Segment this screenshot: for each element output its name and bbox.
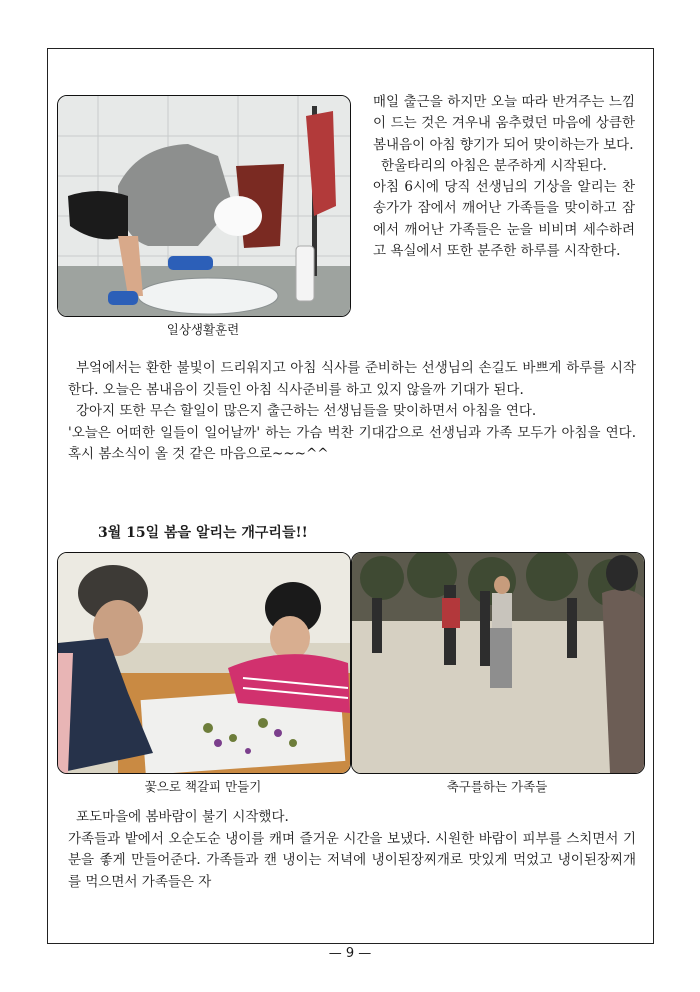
side-article-text — [373, 92, 635, 262]
paragraph: '오늘은 어떠한 일들이 일어날까' 하는 가슴 벅찬 기대감으로 선생님과 가족 모두가 아침을 연다. 혹시 봄소식이 올 것 같은 마음으로~~~^^ — [68, 424, 636, 462]
paragraph: 아침 6시에 당직 선생님의 기상을 알리는 찬송가가 잠에서 깨어난 가족들을 맞이하고 잠에서 깨어난 가족들은 눈을 비비며 세수하려고 욕실에서 또한 분주한 하루를 시작한다. — [373, 179, 635, 260]
paragraph: 한울타리의 아침은 분주하게 시작된다. — [381, 157, 607, 174]
photo-caption: 일상생활훈련 — [166, 322, 240, 337]
paragraph: 포도마을에 봄바람이 불기 시작했다. — [76, 809, 289, 825]
section-heading: 3월 15일 봄을 알리는 개구리들!! — [98, 525, 308, 541]
paragraph: 부엌에서는 환한 불빛이 드리워지고 아침 식사를 준비하는 선생님의 손길도 바쁘게 하루를 시작한다. 오늘은 봄내음이 깃들인 아침 식사준비를 하고 있지 않을까 기대가 된다. — [68, 360, 636, 398]
photo-caption: 축구를하는 가족들 — [446, 779, 548, 794]
page-number: — 9 — — [328, 946, 372, 961]
paragraph: 강아지 또한 무슨 할일이 많은지 출근하는 선생님들을 맞이하면서 아침을 연다. — [76, 403, 537, 419]
photo-caption: 꽃으로 책갈피 만들기 — [144, 779, 262, 794]
article-body-text — [68, 358, 636, 466]
article-bottom-text — [68, 807, 636, 893]
paragraph: 가족들과 밭에서 오순도순 냉이를 캐며 즐거운 시간을 보냈다. 시원한 바람이 피부를 스치면서 기분을 좋게 만들어준다. 가족들과 캔 냉이는 저녁에 냉이된장찌개로 맛있게 먹었고 냉이된장찌개를 먹으면서 가족들은 자 — [68, 830, 636, 890]
photo-soccer-families — [351, 552, 645, 774]
paragraph: 매일 출근을 하지만 오늘 따라 반겨주는 느낌이 드는 것은 겨우내 움추렸던 마음에 상큼한 봄내음이 아침 향기가 되어 맞이하는가 보다. — [373, 94, 635, 153]
photo-daily-life-training — [57, 95, 351, 317]
photo-bookmark-making — [57, 552, 351, 774]
